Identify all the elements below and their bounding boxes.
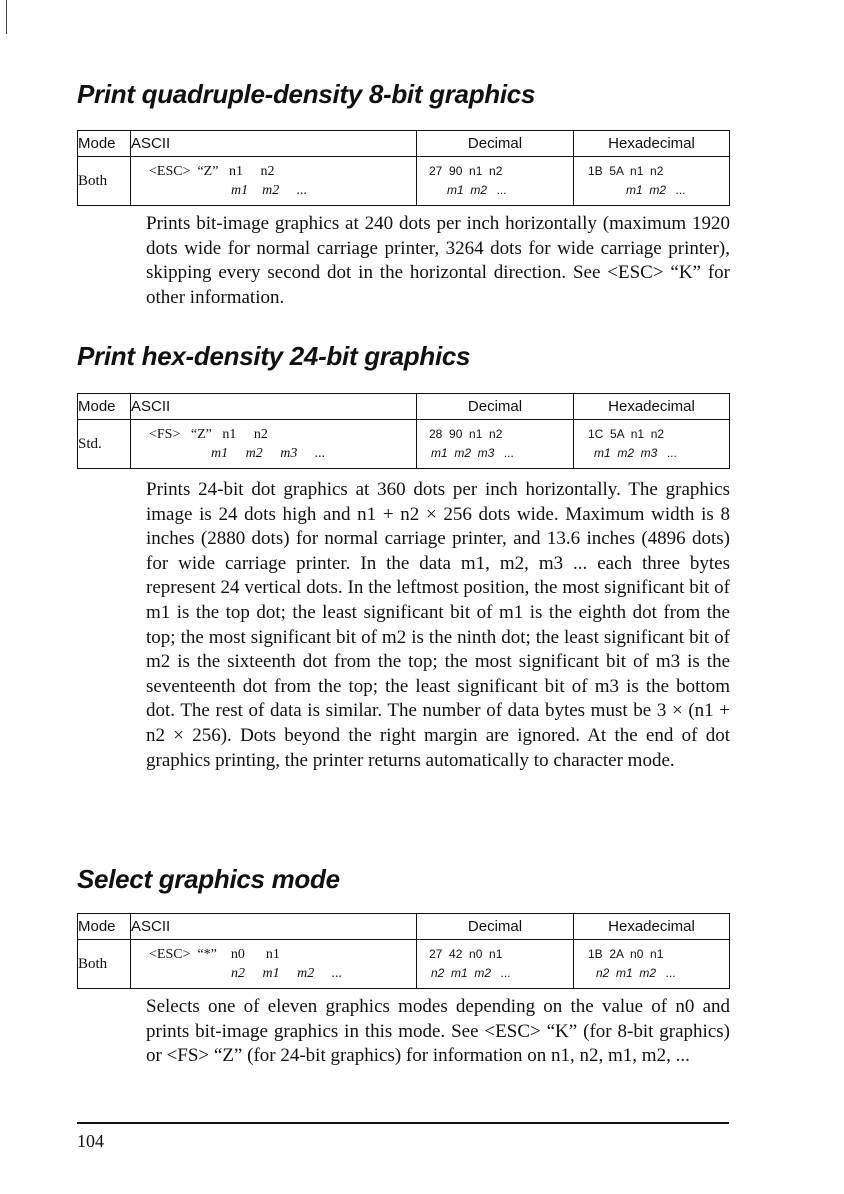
section-heading-hex-density: Print hex-density 24-bit graphics: [77, 341, 471, 371]
header-decimal: Decimal: [417, 394, 574, 420]
hex-cell: [574, 157, 730, 206]
section-heading-select-graphics-mode: Select graphics mode: [77, 864, 340, 894]
hex-line-2: m1 m2 m3 ...: [594, 446, 678, 460]
footer-rule: [77, 1122, 729, 1124]
decimal-line-2: m1 m2 m3 ...: [431, 446, 515, 460]
ascii-line-1: <ESC> “*” n0 n1: [149, 947, 280, 962]
header-ascii: ASCII: [131, 914, 417, 940]
ascii-line-2: m1 m2 m3 ...: [211, 446, 326, 461]
hex-line-1: 1B 2A n0 n1: [588, 947, 664, 961]
mode-cell: Both: [78, 157, 131, 206]
table-header-row: [78, 394, 730, 420]
decimal-line-1: 27 42 n0 n1: [429, 947, 503, 961]
table-row: [78, 157, 730, 206]
section-body-quadruple-density: Prints bit-image graphics at 240 dots per inch horizontally (maximum 1920 dots wide for normal carriage printer, 3264 dots for wide carriage printer), skipping every second dot in the horizontal direction. See <ESC> “K” for other information.: [146, 213, 730, 308]
ascii-line-1: <FS> “Z” n1 n2: [149, 427, 268, 442]
ascii-cell: [131, 940, 417, 989]
command-table-select-graphics-mode: [77, 913, 730, 989]
scan-edge-mark: [6, 0, 7, 34]
section-body-hex-density: Prints 24-bit dot graphics at 360 dots per inch horizontally. The graphics image is 24 dots high and n1 + n2 × 256 dots wide. Maximum width is 8 inches (2880 dots) for normal carriage printer, and 13.6 inches (4896 dots) for wide carriage printer. In the data m1, m2, m3 ... each three bytes represent 24 vertical dots. In the leftmost position, the most significant bit of m1 is the top dot; the least significant bit of m1 is the eighth dot from the top; the most significant bit of m2 is the ninth dot; the least significant bit of m2 is the sixteenth dot from the top; the most significant bit of m3 is the seventeenth dot from the top; the least significant bit of m3 is the bottom dot. The rest of data is similar. The number of data bytes must be 3 × (n1 + n2 × 256). Dots beyond the right margin are ignored. At the end of dot graphics printing, the printer returns automatically to character mode.: [146, 479, 730, 771]
header-mode: Mode: [78, 914, 131, 940]
hex-cell: [574, 420, 730, 469]
section-body-select-graphics-mode: Selects one of eleven graphics modes depending on the value of n0 and prints bit-image graphics in this mode. See <ESC> “K” (for 8-bit graphics) or <FS> “Z” (for 24-bit graphics) for information on n1, n2, m1, m2, ...: [146, 996, 730, 1067]
header-decimal: Decimal: [417, 914, 574, 940]
header-mode: Mode: [78, 394, 131, 420]
hex-cell: [574, 940, 730, 989]
table-header-row: [78, 914, 730, 940]
header-ascii: ASCII: [131, 131, 417, 157]
header-ascii: ASCII: [131, 394, 417, 420]
command-table-hex-density: [77, 393, 730, 469]
decimal-cell: [417, 420, 574, 469]
decimal-line-2: n2 m1 m2 ...: [431, 966, 512, 980]
decimal-cell: [417, 157, 574, 206]
hex-line-1: 1B 5A n1 n2: [588, 164, 664, 178]
header-hexadecimal: Hexadecimal: [574, 914, 730, 940]
table-row: [78, 420, 730, 469]
header-mode: Mode: [78, 131, 131, 157]
ascii-line-1: <ESC> “Z” n1 n2: [149, 164, 275, 179]
section-heading-quadruple-density: Print quadruple-density 8-bit graphics: [77, 79, 536, 109]
command-table-quadruple-density: [77, 130, 730, 206]
header-hexadecimal: Hexadecimal: [574, 394, 730, 420]
table-row: [78, 940, 730, 989]
decimal-line-2: m1 m2 ...: [447, 183, 508, 197]
decimal-line-1: 28 90 n1 n2: [429, 427, 503, 441]
ascii-line-2: n2 m1 m2 ...: [231, 966, 343, 981]
table-header-row: [78, 131, 730, 157]
ascii-line-2: m1 m2 ...: [231, 183, 308, 198]
page-number: 104: [77, 1131, 104, 1151]
decimal-cell: [417, 940, 574, 989]
hex-line-1: 1C 5A n1 n2: [588, 427, 665, 441]
hex-line-2: n2 m1 m2 ...: [596, 966, 677, 980]
decimal-line-1: 27 90 n1 n2: [429, 164, 503, 178]
mode-cell: Both: [78, 940, 131, 989]
mode-cell: Std.: [78, 420, 131, 469]
ascii-cell: [131, 420, 417, 469]
header-decimal: Decimal: [417, 131, 574, 157]
header-hexadecimal: Hexadecimal: [574, 131, 730, 157]
ascii-cell: [131, 157, 417, 206]
hex-line-2: m1 m2 ...: [626, 183, 687, 197]
